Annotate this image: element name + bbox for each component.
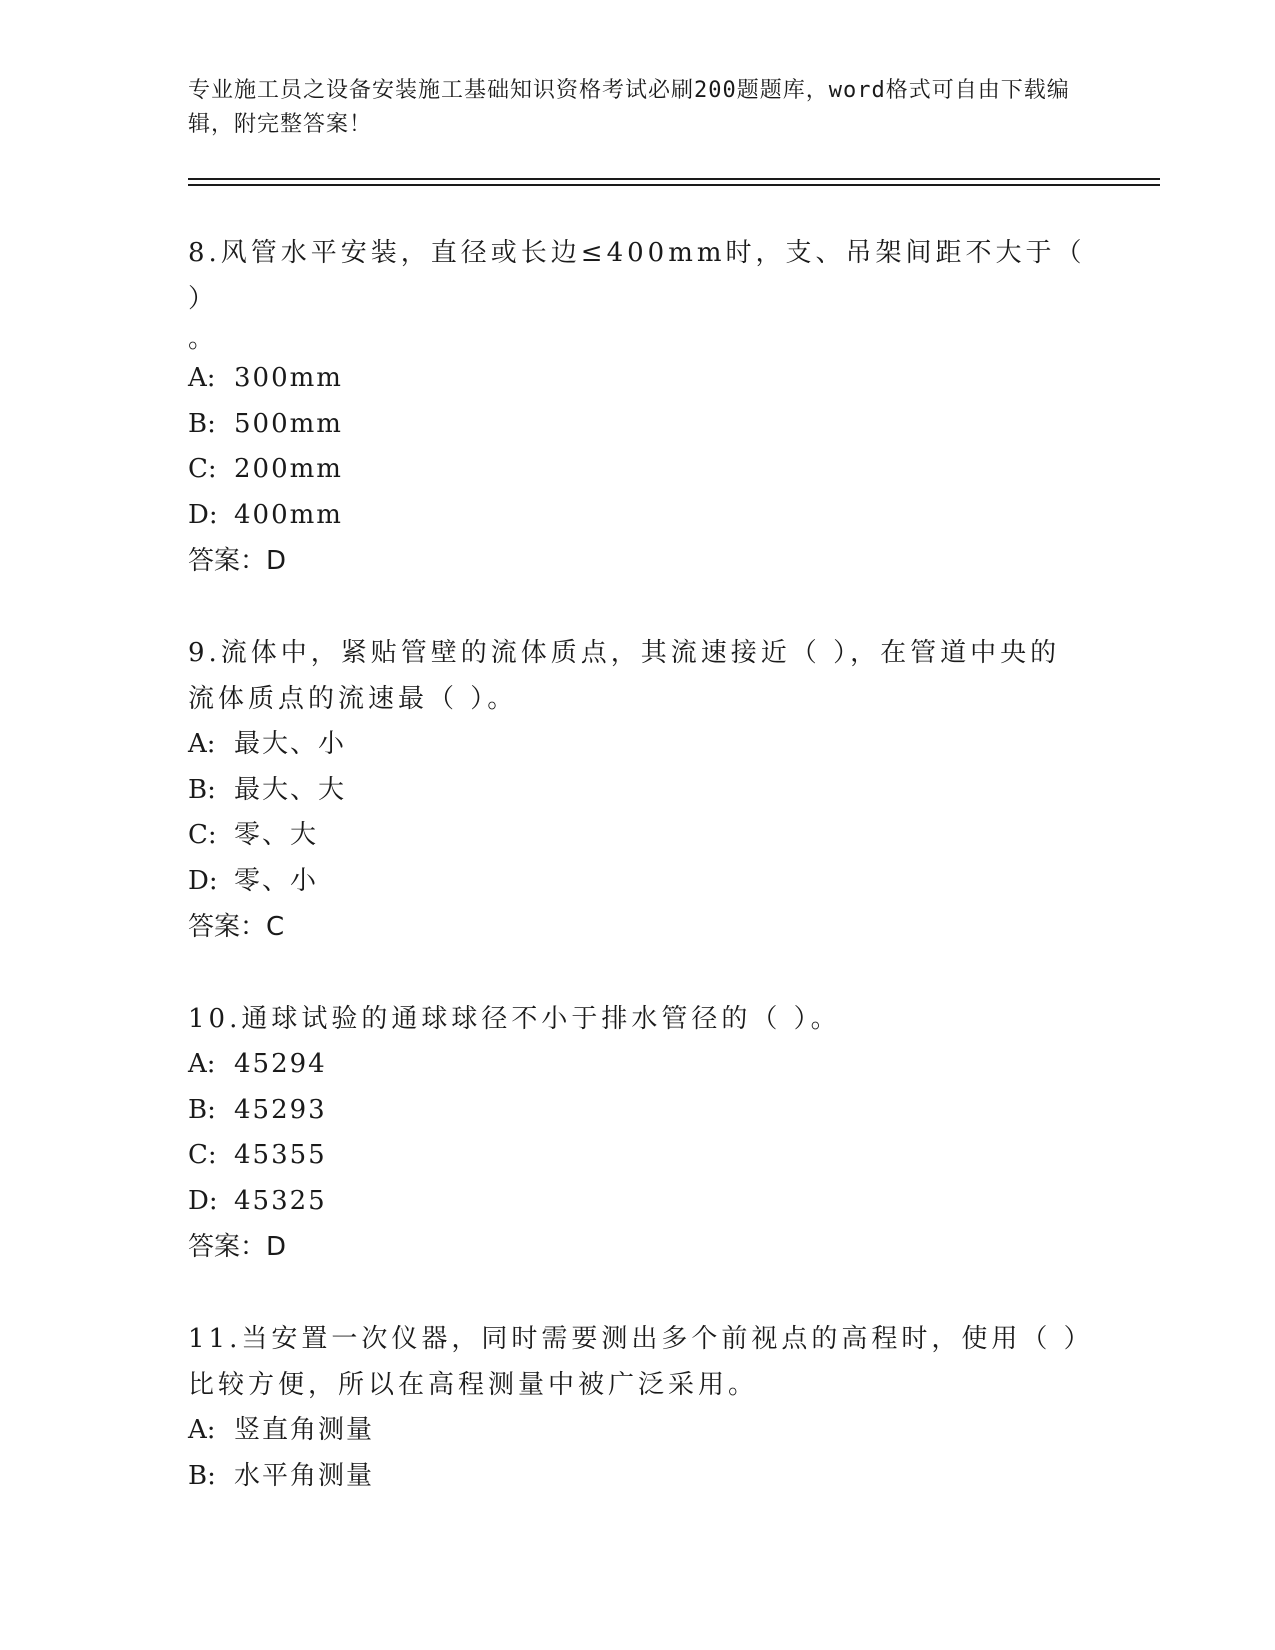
option-key: D: xyxy=(188,865,218,896)
question-text: 9.流体中，紧贴管壁的流体质点，其流速接近（ ），在管道中央的流体质点的流速最（ ）。 xyxy=(188,638,1061,714)
option-value: 45325 xyxy=(234,1185,327,1216)
option-a xyxy=(188,356,1088,402)
question-10 xyxy=(188,996,1088,1270)
option-value: 500mm xyxy=(234,408,343,439)
option-key: A: xyxy=(188,363,216,393)
option-key: B: xyxy=(188,1460,216,1491)
option-value: 45294 xyxy=(234,1049,327,1079)
option-value: 零、大 xyxy=(234,820,319,850)
question-list xyxy=(188,230,1088,1545)
option-c xyxy=(188,447,1088,493)
option-value: 200mm xyxy=(234,454,343,484)
question-9 xyxy=(188,630,1088,950)
answer-line: 答案：D xyxy=(188,546,287,576)
question-text: 10.通球试验的通球球径不小于排水管径的（ ）。 xyxy=(188,1004,841,1034)
option-d xyxy=(188,859,1088,905)
option-b xyxy=(188,402,1088,448)
option-value: 零、小 xyxy=(234,865,319,896)
option-key: C: xyxy=(188,820,217,850)
option-key: B: xyxy=(188,408,216,439)
option-value: 45293 xyxy=(234,1094,327,1125)
option-value: 水平角测量 xyxy=(234,1460,375,1491)
question-text-tail: 。 xyxy=(188,324,215,354)
option-key: C: xyxy=(188,454,217,484)
option-b xyxy=(188,1088,1088,1134)
option-key: B: xyxy=(188,774,216,805)
option-b xyxy=(188,768,1088,814)
option-key: A: xyxy=(188,1049,216,1079)
option-a xyxy=(188,1042,1088,1088)
option-key: D: xyxy=(188,499,218,530)
option-key: B: xyxy=(188,1094,216,1125)
question-8 xyxy=(188,230,1088,584)
document-header: 专业施工员之设备安装施工基础知识资格考试必刷200题题库，word格式可自由下载编辑，附完整答案！ xyxy=(188,78,1070,137)
option-c xyxy=(188,813,1088,859)
header-double-rule xyxy=(188,178,1160,186)
option-value: 400mm xyxy=(234,499,343,530)
question-text: 11.当安置一次仪器，同时需要测出多个前视点的高程时，使用（ ）比较方便，所以在高程测量中被广泛采用。 xyxy=(188,1324,1081,1400)
option-d xyxy=(188,493,1088,539)
option-a xyxy=(188,722,1088,768)
option-key: A: xyxy=(188,1415,216,1445)
option-c xyxy=(188,1133,1088,1179)
option-b xyxy=(188,1454,1088,1500)
option-a xyxy=(188,1408,1088,1454)
option-value: 300mm xyxy=(234,363,343,393)
option-key: D: xyxy=(188,1185,218,1216)
option-value: 最大、小 xyxy=(234,729,347,759)
answer-line: 答案：C xyxy=(188,912,285,942)
option-value: 45355 xyxy=(234,1140,327,1170)
option-value: 竖直角测量 xyxy=(234,1415,375,1445)
question-text: 8.风管水平安装，直径或长边≤400mm时，支、吊架间距不大于（ ） xyxy=(188,238,1086,314)
option-key: C: xyxy=(188,1140,217,1170)
option-d xyxy=(188,1179,1088,1225)
option-key: A: xyxy=(188,729,216,759)
answer-line: 答案：D xyxy=(188,1232,287,1262)
question-11 xyxy=(188,1316,1088,1499)
option-value: 最大、大 xyxy=(234,774,347,805)
